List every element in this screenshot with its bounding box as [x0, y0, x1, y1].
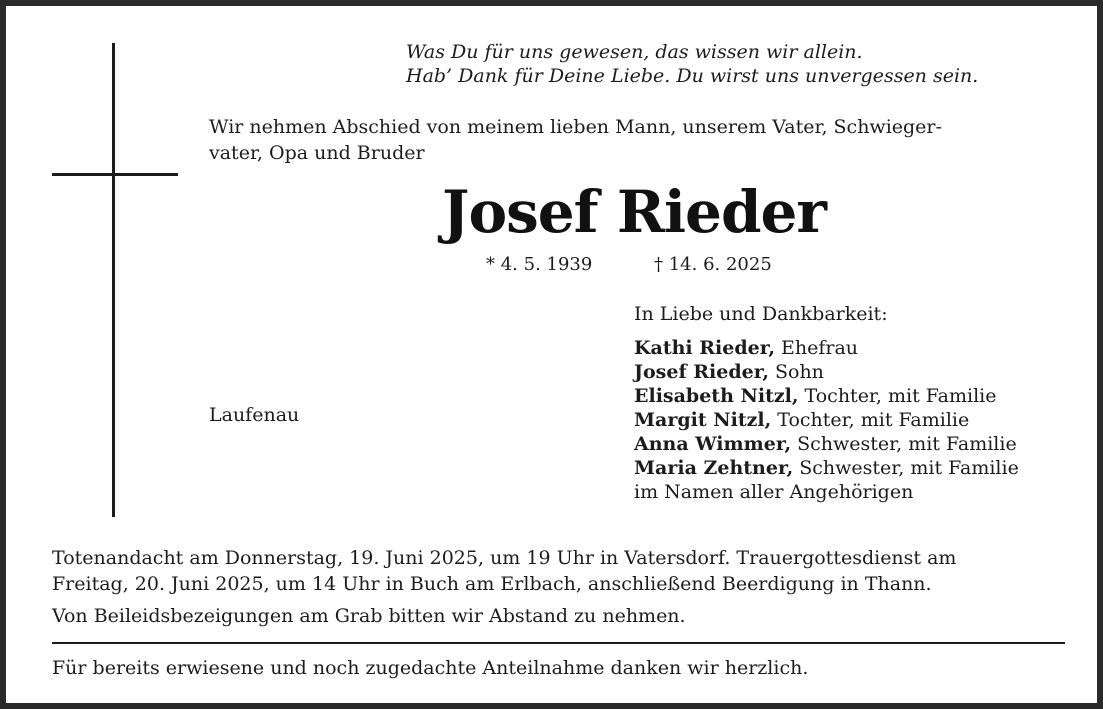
mourner-relation: Tochter, mit Familie	[771, 409, 970, 431]
mourner-name: Elisabeth Nitzl,	[634, 385, 799, 407]
death-date: † 14. 6. 2025	[654, 254, 772, 275]
mourner-name: Kathi Rieder,	[634, 337, 775, 359]
memorial-verse	[406, 40, 978, 88]
mourner-name: Anna Wimmer,	[634, 433, 792, 455]
place-name: Laufenau	[209, 404, 300, 426]
mourner-row	[634, 456, 1019, 480]
mourners-closing: im Namen aller Angehörigen	[634, 481, 914, 503]
intro-line-2: vater, Opa und Bruder	[209, 142, 425, 164]
mourner-row	[634, 384, 1019, 408]
cross-vertical-bar	[112, 43, 115, 517]
deceased-name: Josef Rieder	[442, 178, 826, 246]
mourner-relation: Tochter, mit Familie	[798, 385, 997, 407]
mourner-relation: Schwester, mit Familie	[791, 433, 1017, 455]
verse-line-2: Hab’ Dank für Deine Liebe. Du wirst uns unvergessen sein.	[406, 65, 979, 87]
verse-line-1: Was Du für uns gewesen, das wissen wir allein.	[406, 41, 863, 63]
service-line-1: Totenandacht am Donnerstag, 19. Juni 2025, um 19 Uhr in Vatersdorf. Trauergottesdienst am	[52, 547, 957, 569]
mourner-relation: Sohn	[768, 361, 824, 383]
mourner-row	[634, 360, 1019, 384]
mourners-lead: In Liebe und Dankbarkeit:	[634, 303, 888, 325]
mourner-name: Maria Zehtner,	[634, 457, 794, 479]
mourner-row	[634, 408, 1019, 432]
farewell-intro	[209, 114, 1069, 166]
mourners-list	[634, 302, 1019, 504]
thanks-note: Für bereits erwiesene und noch zugedachte Anteilnahme danken wir herzlich.	[52, 657, 809, 679]
service-line-2: Freitag, 20. Juni 2025, um 14 Uhr in Buch am Erlbach, anschließend Beerdigung in Thann.	[52, 573, 932, 595]
mourner-name: Margit Nitzl,	[634, 409, 772, 431]
birth-date: * 4. 5. 1939	[486, 254, 593, 275]
mourner-row	[634, 336, 1019, 360]
intro-line-1: Wir nehmen Abschied von meinem lieben Mann, unserem Vater, Schwieger-	[209, 116, 942, 138]
mourner-relation: Schwester, mit Familie	[793, 457, 1019, 479]
service-details	[52, 545, 1072, 597]
mourner-name: Josef Rieder,	[634, 361, 769, 383]
mourner-row	[634, 432, 1019, 456]
mourner-relation: Ehefrau	[774, 337, 859, 359]
condolence-note: Von Beileidsbezeigungen am Grab bitten wir Abstand zu nehmen.	[52, 605, 686, 627]
divider-line	[52, 642, 1065, 644]
